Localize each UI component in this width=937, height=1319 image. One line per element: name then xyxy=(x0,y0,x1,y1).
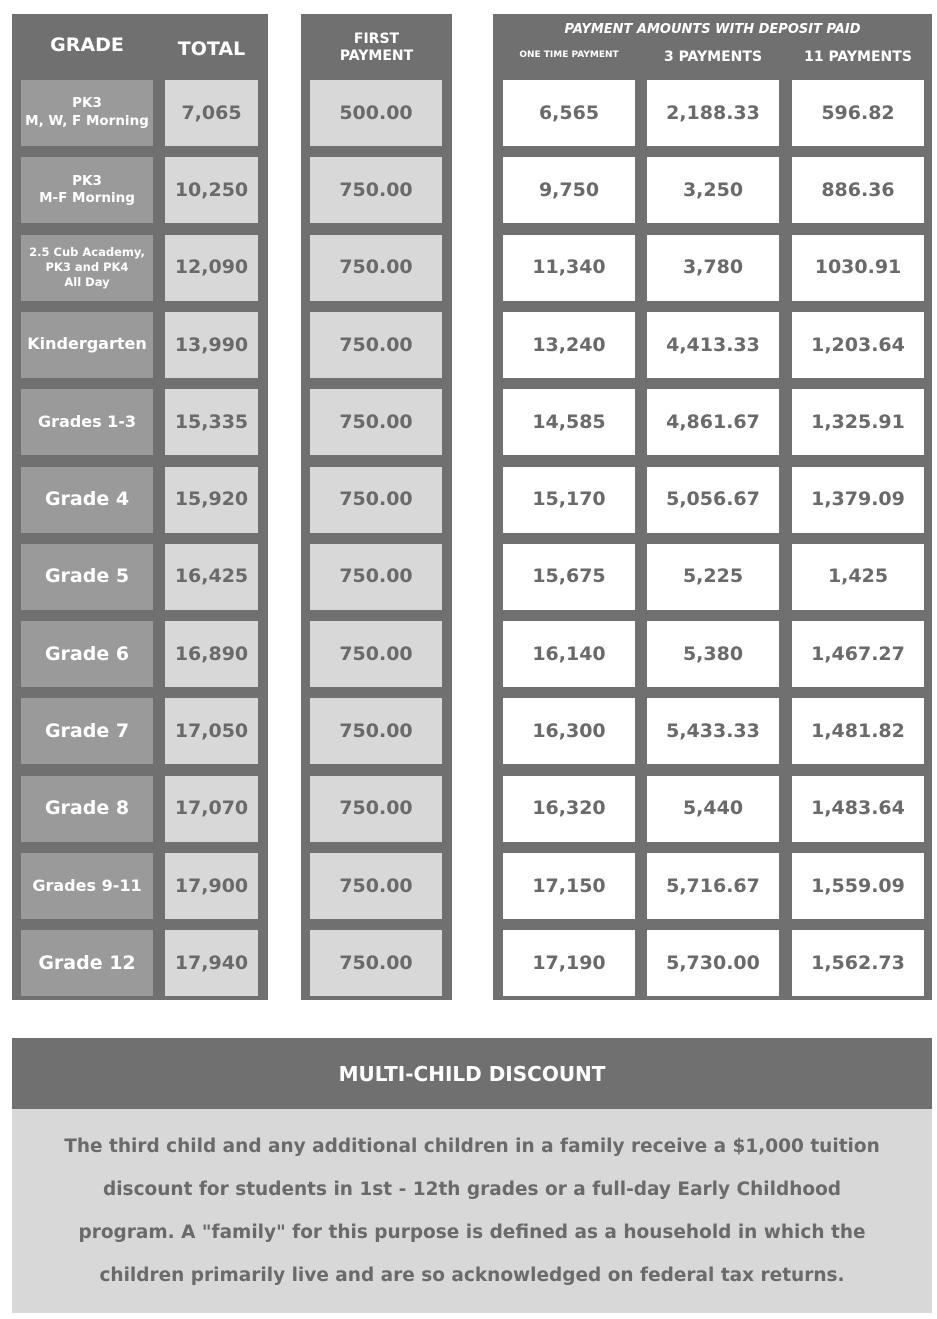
grade-cell xyxy=(21,467,153,533)
first-payment-cell: 750.00 xyxy=(310,698,442,764)
eleven-payments-cell: 1,483.64 xyxy=(792,776,924,842)
three-payments-cell: 5,056.67 xyxy=(647,467,779,533)
three-payments-cell: 5,730.00 xyxy=(647,930,779,996)
table-row xyxy=(301,853,452,919)
payment-amounts-panel xyxy=(493,14,932,1000)
grade-header: GRADE xyxy=(50,34,124,57)
table-row xyxy=(301,157,452,223)
total-cell: 7,065 xyxy=(165,80,258,146)
three-payments-cell: 5,716.67 xyxy=(647,853,779,919)
grade-label-line: Grades 1-3 xyxy=(37,411,137,431)
grade-cell xyxy=(21,389,153,455)
grade-label-line: 2.5 Cub Academy, xyxy=(29,245,145,260)
grade-cell xyxy=(21,80,153,146)
table-row xyxy=(493,312,932,378)
total-cell: 15,335 xyxy=(165,389,258,455)
eleven-payments-cell: 1,203.64 xyxy=(792,312,924,378)
table-row xyxy=(493,853,932,919)
three-payments-cell: 2,188.33 xyxy=(647,80,779,146)
total-cell: 10,250 xyxy=(165,157,258,223)
table-row xyxy=(12,235,268,301)
grade-label xyxy=(38,951,135,976)
grade-label xyxy=(45,642,129,667)
grade-cell xyxy=(21,698,153,764)
three-payments-header: 3 PAYMENTS xyxy=(663,49,763,66)
grade-label xyxy=(45,487,129,512)
three-payments-cell: 5,225 xyxy=(647,544,779,610)
table-row xyxy=(301,389,452,455)
table-row xyxy=(12,776,268,842)
multi-child-discount-text: The third child and any additional children in a family receive a $1,000 tuition discount for students in 1st - 12th grades or a full-day Early Childhood program. A "family" for this purpose is defined as a household in which the children primarily live and are so acknowledged on federal tax returns. xyxy=(64,1136,880,1286)
total-cell: 16,425 xyxy=(165,544,258,610)
first-payment-cell: 750.00 xyxy=(310,853,442,919)
one-time-header: ONE TIME PAYMENT xyxy=(519,50,619,61)
one-time-payment-cell: 16,300 xyxy=(503,698,635,764)
first-payment-cell: 500.00 xyxy=(310,80,442,146)
table-row xyxy=(12,389,268,455)
first-payment-panel xyxy=(301,14,452,1000)
multi-child-discount-body xyxy=(12,1109,932,1313)
eleven-payments-cell: 1,559.09 xyxy=(792,853,924,919)
grade-label-line: M-F Morning xyxy=(39,190,135,207)
grade-label-line: Grade 12 xyxy=(38,951,136,974)
table-row xyxy=(301,544,452,610)
three-payments-cell: 5,380 xyxy=(647,621,779,687)
first-payment-cell: 750.00 xyxy=(310,930,442,996)
eleven-payments-cell: 1,425 xyxy=(792,544,924,610)
table-row xyxy=(301,80,452,146)
table-row xyxy=(301,776,452,842)
grade-label xyxy=(27,334,147,355)
eleven-payments-cell: 596.82 xyxy=(792,80,924,146)
grade-label-line: M, W, F Morning xyxy=(25,113,149,129)
eleven-payments-cell: 1,481.82 xyxy=(792,698,924,764)
table-row xyxy=(12,698,268,764)
table-row xyxy=(301,698,452,764)
grade-label xyxy=(45,564,129,589)
three-payments-cell: 3,780 xyxy=(647,235,779,301)
multi-child-discount-title: MULTI-CHILD DISCOUNT xyxy=(12,1038,932,1109)
first-payment-cell: 750.00 xyxy=(310,235,442,301)
total-cell: 17,050 xyxy=(165,698,258,764)
table-row xyxy=(12,312,268,378)
table-row xyxy=(301,235,452,301)
eleven-payments-cell: 1,379.09 xyxy=(792,467,924,533)
grade-label-line: Grade 8 xyxy=(44,797,130,820)
total-cell: 15,920 xyxy=(165,467,258,533)
table-row xyxy=(493,235,932,301)
one-time-payment-cell: 16,320 xyxy=(503,776,635,842)
grade-label-line: PK3 xyxy=(72,172,102,189)
table-row xyxy=(493,776,932,842)
grade-label xyxy=(39,173,135,208)
first-payment-cell: 750.00 xyxy=(310,776,442,842)
table-row xyxy=(12,157,268,223)
first-payment-header-line1: FIRST xyxy=(353,30,400,47)
one-time-payment-cell: 16,140 xyxy=(503,621,635,687)
total-cell: 16,890 xyxy=(165,621,258,687)
one-time-payment-cell: 15,675 xyxy=(503,544,635,610)
grade-cell xyxy=(21,853,153,919)
grade-label-line: PK3 xyxy=(72,95,102,112)
table-row xyxy=(493,389,932,455)
total-cell: 17,070 xyxy=(165,776,258,842)
grade-label-line: Grades 9-11 xyxy=(32,875,142,895)
grade-label xyxy=(29,245,145,290)
table-row xyxy=(12,80,268,146)
first-payment-cell: 750.00 xyxy=(310,389,442,455)
total-header: TOTAL xyxy=(177,38,246,61)
eleven-payments-cell: 1030.91 xyxy=(792,235,924,301)
grade-label-line: Grade 7 xyxy=(44,720,130,743)
grade-label xyxy=(45,719,129,744)
table-row xyxy=(493,621,932,687)
first-payment-cell: 750.00 xyxy=(310,621,442,687)
table-row xyxy=(301,930,452,996)
grade-cell xyxy=(21,621,153,687)
payment-group-header: PAYMENT AMOUNTS WITH DEPOSIT PAID xyxy=(564,21,861,37)
three-payments-cell: 3,250 xyxy=(647,157,779,223)
table-row xyxy=(301,467,452,533)
grade-label xyxy=(32,876,141,897)
first-payment-header xyxy=(301,26,452,70)
eleven-payments-cell: 1,467.27 xyxy=(792,621,924,687)
first-payment-cell: 750.00 xyxy=(310,544,442,610)
eleven-payments-cell: 1,562.73 xyxy=(792,930,924,996)
table-row xyxy=(12,930,268,996)
three-payments-cell: 5,440 xyxy=(647,776,779,842)
total-cell: 12,090 xyxy=(165,235,258,301)
one-time-payment-cell: 6,565 xyxy=(503,80,635,146)
eleven-payments-header: 11 PAYMENTS xyxy=(804,49,912,66)
one-time-payment-cell: 11,340 xyxy=(503,235,635,301)
first-payment-cell: 750.00 xyxy=(310,467,442,533)
grade-cell xyxy=(21,157,153,223)
first-payment-header-line2: PAYMENT xyxy=(339,48,414,64)
table-row xyxy=(493,467,932,533)
grade-label xyxy=(38,412,136,433)
eleven-payments-cell: 886.36 xyxy=(792,157,924,223)
grade-cell xyxy=(21,930,153,996)
grade-label xyxy=(45,796,129,821)
grade-label-line: Grade 5 xyxy=(44,565,130,588)
three-payments-cell: 5,433.33 xyxy=(647,698,779,764)
one-time-payment-cell: 9,750 xyxy=(503,157,635,223)
table-row xyxy=(493,930,932,996)
grade-cell xyxy=(21,776,153,842)
grade-cell xyxy=(21,235,153,301)
grade-label-line: All Day xyxy=(64,275,110,290)
table-row xyxy=(12,467,268,533)
one-time-payment-cell: 17,150 xyxy=(503,853,635,919)
table-row xyxy=(493,544,932,610)
three-payments-cell: 4,861.67 xyxy=(647,389,779,455)
grade-label xyxy=(25,95,149,130)
grade-label-line: Grade 6 xyxy=(44,642,130,665)
table-row xyxy=(301,621,452,687)
total-cell: 17,900 xyxy=(165,853,258,919)
table-row xyxy=(301,312,452,378)
one-time-payment-cell: 15,170 xyxy=(503,467,635,533)
grade-label-line: Grade 4 xyxy=(44,488,130,511)
grade-label-line: PK3 and PK4 xyxy=(45,260,129,275)
table-row xyxy=(12,621,268,687)
grade-label-line: Kindergarten xyxy=(27,334,147,354)
total-cell: 13,990 xyxy=(165,312,258,378)
one-time-payment-cell: 14,585 xyxy=(503,389,635,455)
eleven-payments-cell: 1,325.91 xyxy=(792,389,924,455)
one-time-payment-cell: 13,240 xyxy=(503,312,635,378)
total-cell: 17,940 xyxy=(165,930,258,996)
grade-cell xyxy=(21,544,153,610)
one-time-payment-cell: 17,190 xyxy=(503,930,635,996)
table-row xyxy=(493,698,932,764)
grade-total-panel xyxy=(12,14,268,1000)
three-payments-cell: 4,413.33 xyxy=(647,312,779,378)
first-payment-cell: 750.00 xyxy=(310,157,442,223)
table-row xyxy=(12,544,268,610)
first-payment-cell: 750.00 xyxy=(310,312,442,378)
grade-cell xyxy=(21,312,153,378)
table-row xyxy=(493,157,932,223)
table-row xyxy=(12,853,268,919)
table-row xyxy=(493,80,932,146)
